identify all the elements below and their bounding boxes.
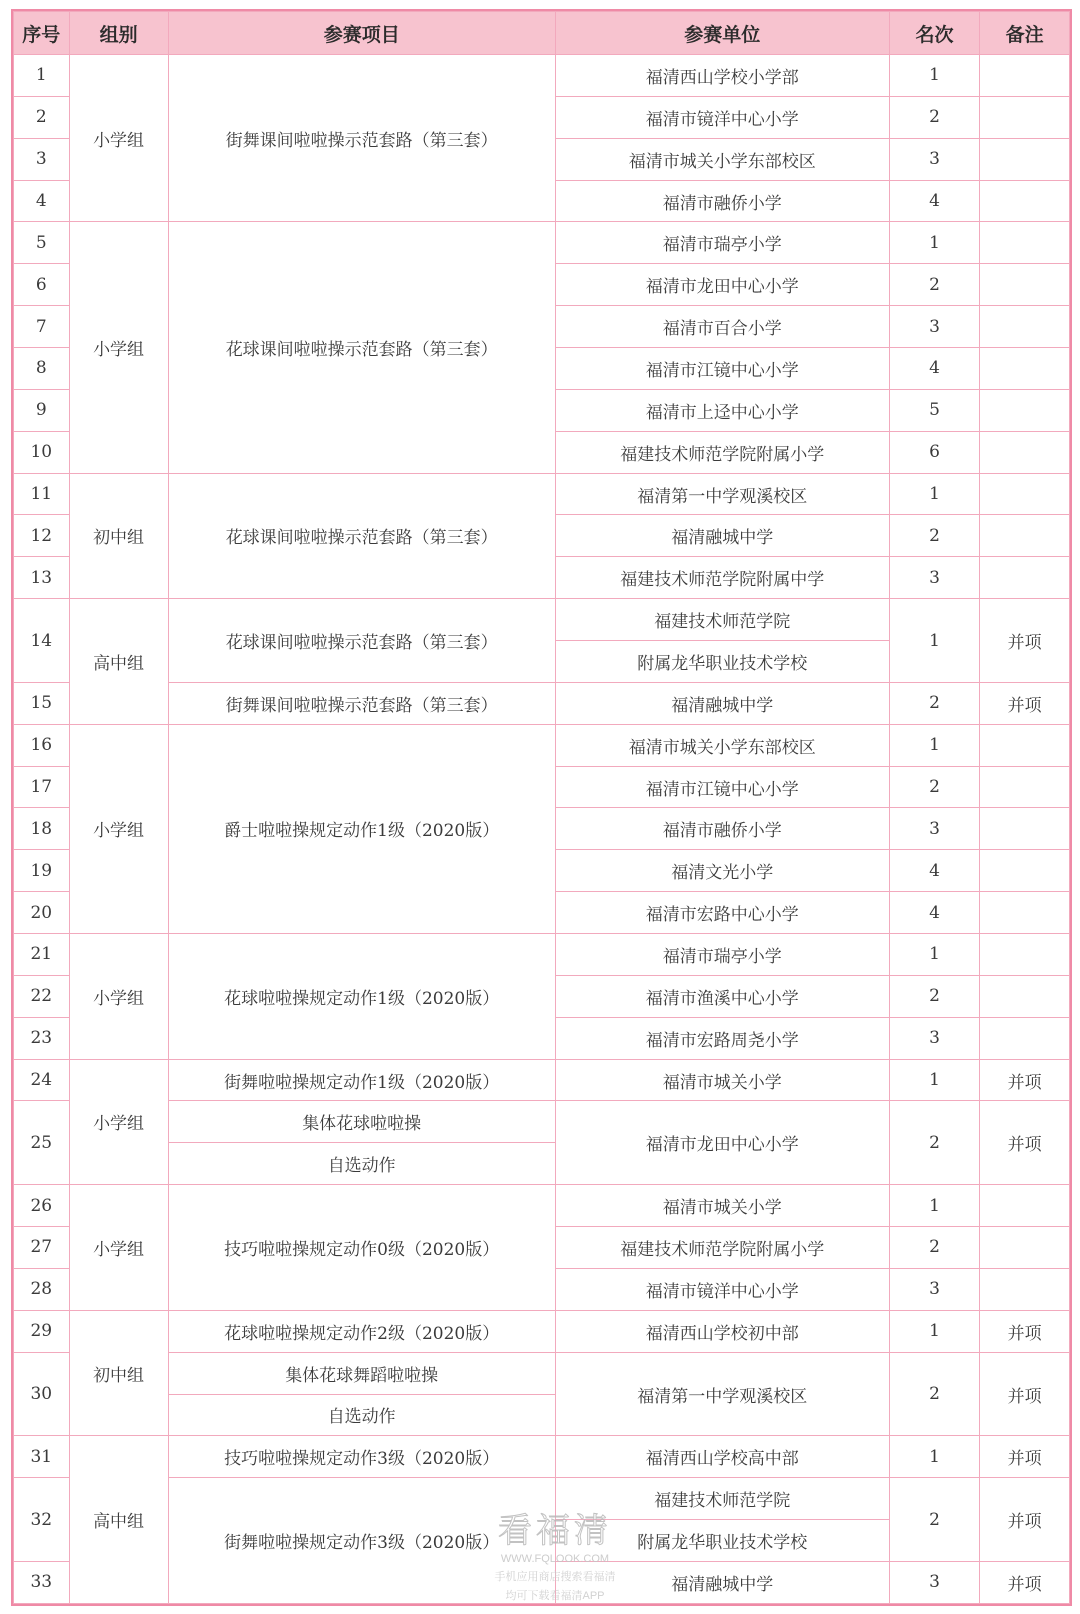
seq-cell: 20 [14, 892, 70, 934]
unit-cell: 福清市瑞亭小学 [555, 934, 889, 976]
rank-cell: 1 [889, 1436, 980, 1478]
unit-cell: 福清市渔溪中心小学 [555, 975, 889, 1017]
note-cell: 并项 [980, 1101, 1070, 1185]
unit-cell: 福清融城中学 [555, 1561, 889, 1603]
rank-cell: 1 [889, 934, 980, 976]
seq-cell: 14 [14, 599, 70, 683]
unit-cell: 福清市百合小学 [555, 306, 889, 348]
table-row [14, 599, 1070, 641]
project-cell: 花球啦啦操规定动作1级（2020版） [168, 934, 555, 1060]
rank-cell: 2 [889, 1227, 980, 1269]
rank-cell: 2 [889, 1101, 980, 1185]
table-row [14, 682, 1070, 724]
unit-cell: 福清市融侨小学 [555, 180, 889, 222]
project-cell: 街舞课间啦啦操示范套路（第三套） [168, 682, 555, 724]
unit-cell: 福清第一中学观溪校区 [555, 473, 889, 515]
rank-cell: 2 [889, 766, 980, 808]
unit-cell: 福清市镜洋中心小学 [555, 1268, 889, 1310]
project-cell: 花球课间啦啦操示范套路（第三套） [168, 222, 555, 473]
rank-cell: 2 [889, 1478, 980, 1562]
unit-cell: 福清市城关小学 [555, 1185, 889, 1227]
group-cell: 小学组 [69, 55, 168, 222]
rank-cell: 3 [889, 1268, 980, 1310]
project-cell: 技巧啦啦操规定动作0级（2020版） [168, 1185, 555, 1311]
seq-cell: 29 [14, 1310, 70, 1352]
unit-cell: 福建技术师范学院 [555, 1478, 889, 1520]
table-row [14, 1478, 1070, 1520]
unit-cell: 福建技术师范学院附属小学 [555, 1227, 889, 1269]
table-row [14, 934, 1070, 976]
note-cell [980, 1227, 1070, 1269]
unit-cell: 附属龙华职业技术学校 [555, 1520, 889, 1562]
project-cell: 街舞课间啦啦操示范套路（第三套） [168, 55, 555, 222]
seq-cell: 26 [14, 1185, 70, 1227]
note-cell [980, 306, 1070, 348]
group-cell: 高中组 [69, 599, 168, 725]
table-row [14, 222, 1070, 264]
unit-cell: 福清西山学校小学部 [555, 55, 889, 97]
rank-cell: 1 [889, 1185, 980, 1227]
rank-cell: 3 [889, 306, 980, 348]
project-cell: 街舞啦啦操规定动作3级（2020版） [168, 1478, 555, 1604]
group-cell: 初中组 [69, 473, 168, 599]
unit-cell: 福清市城关小学东部校区 [555, 724, 889, 766]
seq-cell: 19 [14, 850, 70, 892]
unit-cell: 福清第一中学观溪校区 [555, 1352, 889, 1436]
header-row [14, 12, 1070, 55]
project-cell: 技巧啦啦操规定动作3级（2020版） [168, 1436, 555, 1478]
note-cell: 并项 [980, 1436, 1070, 1478]
note-cell [980, 808, 1070, 850]
note-cell [980, 934, 1070, 976]
note-cell [980, 975, 1070, 1017]
seq-cell: 5 [14, 222, 70, 264]
rank-cell: 4 [889, 850, 980, 892]
rank-cell: 2 [889, 515, 980, 557]
table-row [14, 1101, 1070, 1143]
note-cell [980, 431, 1070, 473]
rank-cell: 3 [889, 808, 980, 850]
seq-cell: 23 [14, 1017, 70, 1059]
seq-cell: 32 [14, 1478, 70, 1562]
note-cell [980, 55, 1070, 97]
table-row [14, 1185, 1070, 1227]
note-cell [980, 892, 1070, 934]
rank-cell: 2 [889, 682, 980, 724]
rank-cell: 2 [889, 1352, 980, 1436]
rank-cell: 3 [889, 1017, 980, 1059]
header-note: 备注 [980, 12, 1070, 55]
watermark-slogan-1: 手机应用商店搜索看福清 [494, 1571, 616, 1583]
unit-cell: 福建技术师范学院附属小学 [555, 431, 889, 473]
seq-cell: 3 [14, 138, 70, 180]
header-seq: 序号 [14, 12, 70, 55]
table-row [14, 55, 1070, 97]
unit-cell: 福清市江镜中心小学 [555, 348, 889, 390]
seq-cell: 12 [14, 515, 70, 557]
seq-cell: 8 [14, 348, 70, 390]
note-cell [980, 389, 1070, 431]
rank-cell: 2 [889, 975, 980, 1017]
seq-cell: 4 [14, 180, 70, 222]
seq-cell: 1 [14, 55, 70, 97]
seq-cell: 31 [14, 1436, 70, 1478]
note-cell [980, 515, 1070, 557]
seq-cell: 7 [14, 306, 70, 348]
note-cell [980, 766, 1070, 808]
header-group: 组别 [69, 12, 168, 55]
seq-cell: 25 [14, 1101, 70, 1185]
seq-cell: 13 [14, 557, 70, 599]
unit-cell: 福清文光小学 [555, 850, 889, 892]
note-cell: 并项 [980, 1561, 1070, 1603]
rank-cell: 3 [889, 557, 980, 599]
header-project: 参赛项目 [168, 12, 555, 55]
project-cell: 集体花球舞蹈啦啦操 [168, 1352, 555, 1394]
unit-cell: 福清西山学校高中部 [555, 1436, 889, 1478]
table-row [14, 1436, 1070, 1478]
seq-cell: 33 [14, 1561, 70, 1603]
project-cell: 自选动作 [168, 1143, 555, 1185]
note-cell [980, 138, 1070, 180]
unit-cell: 福清市瑞亭小学 [555, 222, 889, 264]
project-cell: 花球啦啦操规定动作2级（2020版） [168, 1310, 555, 1352]
unit-cell: 福建技术师范学院附属中学 [555, 557, 889, 599]
note-cell [980, 850, 1070, 892]
note-cell: 并项 [980, 1478, 1070, 1562]
group-cell: 小学组 [69, 724, 168, 933]
seq-cell: 17 [14, 766, 70, 808]
seq-cell: 27 [14, 1227, 70, 1269]
unit-cell: 福清市龙田中心小学 [555, 1101, 889, 1185]
seq-cell: 18 [14, 808, 70, 850]
note-cell [980, 96, 1070, 138]
rank-cell: 2 [889, 264, 980, 306]
note-cell [980, 348, 1070, 390]
unit-cell: 福清融城中学 [555, 682, 889, 724]
rank-cell: 4 [889, 180, 980, 222]
group-cell: 小学组 [69, 222, 168, 473]
unit-cell: 福清市镜洋中心小学 [555, 96, 889, 138]
note-cell [980, 180, 1070, 222]
group-cell: 小学组 [69, 1185, 168, 1311]
group-cell: 高中组 [69, 1436, 168, 1604]
unit-cell: 福清市城关小学 [555, 1059, 889, 1101]
rank-cell: 2 [889, 96, 980, 138]
seq-cell: 28 [14, 1268, 70, 1310]
header-rank: 名次 [889, 12, 980, 55]
rank-cell: 1 [889, 1059, 980, 1101]
project-cell: 花球课间啦啦操示范套路（第三套） [168, 599, 555, 683]
rank-cell: 1 [889, 55, 980, 97]
rank-cell: 1 [889, 1310, 980, 1352]
seq-cell: 24 [14, 1059, 70, 1101]
unit-cell: 福清市宏路周尧小学 [555, 1017, 889, 1059]
seq-cell: 30 [14, 1352, 70, 1436]
project-cell: 花球课间啦啦操示范套路（第三套） [168, 473, 555, 599]
note-cell [980, 724, 1070, 766]
results-table-frame [11, 9, 1072, 1606]
unit-cell: 福清融城中学 [555, 515, 889, 557]
project-cell: 自选动作 [168, 1394, 555, 1436]
note-cell: 并项 [980, 1059, 1070, 1101]
project-cell: 爵士啦啦操规定动作1级（2020版） [168, 724, 555, 933]
note-cell [980, 1268, 1070, 1310]
project-cell: 集体花球啦啦操 [168, 1101, 555, 1143]
project-cell: 街舞啦啦操规定动作1级（2020版） [168, 1059, 555, 1101]
seq-cell: 11 [14, 473, 70, 515]
results-table [13, 11, 1070, 1604]
note-cell [980, 1017, 1070, 1059]
seq-cell: 6 [14, 264, 70, 306]
group-cell: 初中组 [69, 1310, 168, 1436]
note-cell [980, 473, 1070, 515]
note-cell: 并项 [980, 1310, 1070, 1352]
note-cell: 并项 [980, 682, 1070, 724]
table-row [14, 1059, 1070, 1101]
rank-cell: 1 [889, 222, 980, 264]
watermark-url: WWW.FQLOOK.COM [500, 1553, 610, 1565]
unit-cell: 福清市宏路中心小学 [555, 892, 889, 934]
note-cell: 并项 [980, 599, 1070, 683]
unit-cell: 福清市融侨小学 [555, 808, 889, 850]
unit-cell: 福清市龙田中心小学 [555, 264, 889, 306]
seq-cell: 16 [14, 724, 70, 766]
rank-cell: 1 [889, 599, 980, 683]
rank-cell: 3 [889, 138, 980, 180]
table-row [14, 1310, 1070, 1352]
rank-cell: 4 [889, 348, 980, 390]
unit-cell: 福清市上迳中心小学 [555, 389, 889, 431]
unit-cell: 福建技术师范学院 [555, 599, 889, 641]
group-cell: 小学组 [69, 1059, 168, 1185]
table-row [14, 1352, 1070, 1394]
unit-cell: 福清市江镜中心小学 [555, 766, 889, 808]
rank-cell: 5 [889, 389, 980, 431]
rank-cell: 1 [889, 473, 980, 515]
table-row [14, 473, 1070, 515]
rank-cell: 1 [889, 724, 980, 766]
rank-cell: 3 [889, 1561, 980, 1603]
header-unit: 参赛单位 [555, 12, 889, 55]
rank-cell: 4 [889, 892, 980, 934]
seq-cell: 21 [14, 934, 70, 976]
seq-cell: 10 [14, 431, 70, 473]
note-cell: 并项 [980, 1352, 1070, 1436]
note-cell [980, 557, 1070, 599]
unit-cell: 附属龙华职业技术学校 [555, 641, 889, 683]
seq-cell: 2 [14, 96, 70, 138]
unit-cell: 福清西山学校初中部 [555, 1310, 889, 1352]
unit-cell: 福清市城关小学东部校区 [555, 138, 889, 180]
watermark-slogan-2: 均可下载看福清APP [505, 1590, 605, 1602]
rank-cell: 6 [889, 431, 980, 473]
group-cell: 小学组 [69, 934, 168, 1060]
seq-cell: 9 [14, 389, 70, 431]
table-row [14, 724, 1070, 766]
seq-cell: 15 [14, 682, 70, 724]
note-cell [980, 1185, 1070, 1227]
note-cell [980, 264, 1070, 306]
seq-cell: 22 [14, 975, 70, 1017]
note-cell [980, 222, 1070, 264]
